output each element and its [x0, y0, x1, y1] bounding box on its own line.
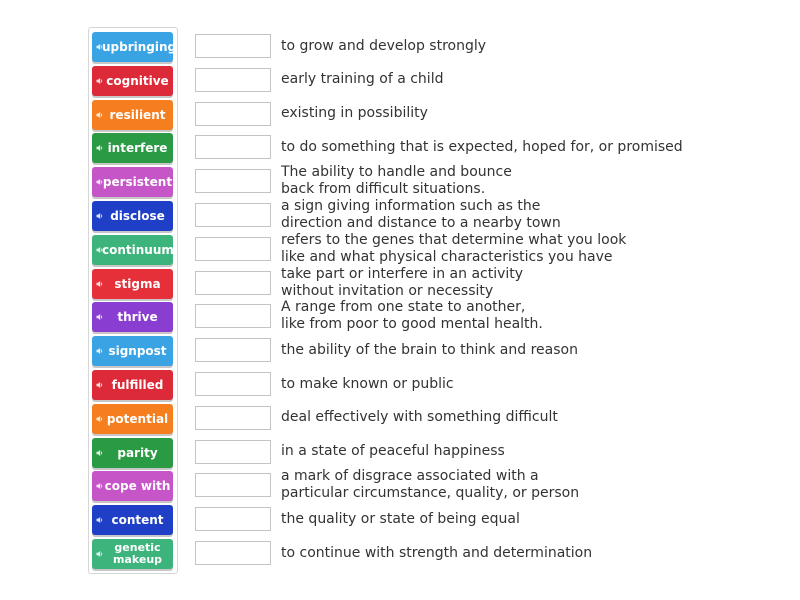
word-tile[interactable]: [92, 201, 173, 231]
answer-drop-slot[interactable]: [195, 473, 271, 497]
speaker-icon: [96, 449, 104, 457]
word-tile[interactable]: [92, 505, 173, 535]
word-tile-label: continuum: [102, 242, 174, 257]
answer-drop-slot[interactable]: [195, 203, 271, 227]
answer-drop-slot[interactable]: [195, 507, 271, 531]
definition-text: deal effectively with something difficult: [281, 409, 558, 426]
word-tile[interactable]: [92, 370, 173, 400]
speaker-icon: [96, 212, 104, 220]
answer-drop-slot[interactable]: [195, 34, 271, 58]
answer-drop-slot[interactable]: [195, 406, 271, 430]
speaker-icon: [96, 144, 104, 152]
word-tile-bank: [88, 27, 178, 574]
word-tile-label: interfere: [107, 141, 168, 156]
definition-text: take part or interfere in an activity without invitation or necessity: [281, 265, 524, 299]
word-tile[interactable]: [92, 336, 173, 366]
word-tile-label: persistent: [102, 175, 173, 190]
speaker-icon: [96, 482, 104, 490]
answer-drop-slot[interactable]: [195, 372, 271, 396]
speaker-icon: [96, 415, 104, 423]
word-tile[interactable]: [92, 167, 173, 197]
answer-drop-slot[interactable]: [195, 338, 271, 362]
word-tile[interactable]: [92, 404, 173, 434]
word-tile[interactable]: [92, 471, 173, 501]
definition-text: in a state of peaceful happiness: [281, 443, 505, 460]
word-tile-label: thrive: [117, 310, 158, 325]
definition-text: a sign giving information such as the direction and distance to a nearby town: [281, 198, 561, 231]
definition-text: to grow and develop strongly: [281, 37, 487, 54]
word-tile-label: content: [111, 513, 164, 528]
definition-text: A range from one state to another, like from poor to good mental health.: [281, 299, 543, 333]
speaker-icon: [96, 280, 104, 288]
speaker-icon: [96, 246, 104, 254]
speaker-icon: [96, 516, 104, 524]
word-tile-label: resilient: [109, 107, 166, 122]
definition-text: to continue with strength and determination: [281, 544, 593, 561]
word-tile-label: cognitive: [106, 73, 169, 88]
definition-text: a mark of disgrace associated with a particular circumstance, quality, or person: [281, 468, 580, 502]
word-tile-label: fulfilled: [111, 378, 164, 392]
word-tile-label: signpost: [108, 344, 167, 359]
word-tile-label: stigma: [114, 276, 161, 291]
answer-drop-slot[interactable]: [195, 541, 271, 565]
word-tile[interactable]: [92, 133, 173, 163]
speaker-icon: [96, 111, 104, 119]
speaker-icon: [96, 178, 104, 186]
definition-text: refers to the genes that determine what you look like and what physical characteristics you have: [281, 231, 627, 265]
definition-text: the quality or state of being equal: [281, 510, 520, 527]
definition-text: to make known or public: [281, 375, 454, 392]
word-tile-label: parity: [117, 445, 158, 460]
word-tile[interactable]: [92, 438, 173, 468]
speaker-icon: [96, 313, 104, 321]
word-tile-label: disclose: [110, 209, 165, 223]
definition-text: to do something that is expected, hoped for, or promised: [281, 138, 683, 155]
answer-drop-slot[interactable]: [195, 135, 271, 159]
word-tile-label: potential: [106, 411, 169, 426]
answer-drop-slot[interactable]: [195, 237, 271, 261]
word-tile[interactable]: [92, 235, 173, 265]
word-tile-label: upbringing: [102, 40, 177, 54]
word-tile[interactable]: [92, 302, 173, 332]
answer-drop-slot[interactable]: [195, 271, 271, 295]
answer-drop-slot[interactable]: [195, 68, 271, 92]
answer-drop-slot[interactable]: [195, 304, 271, 328]
word-tile-label: cope with: [104, 479, 171, 494]
speaker-icon: [96, 550, 104, 558]
word-tile[interactable]: [92, 100, 173, 130]
answer-drop-slot[interactable]: [195, 169, 271, 193]
word-tile[interactable]: [92, 32, 177, 62]
speaker-icon: [96, 381, 104, 389]
speaker-icon: [96, 43, 104, 51]
word-tile[interactable]: [92, 269, 173, 299]
speaker-icon: [96, 77, 104, 85]
answer-drop-slot[interactable]: [195, 102, 271, 126]
definition-text: the ability of the brain to think and reason: [281, 341, 578, 358]
definition-text: early training of a child: [281, 71, 444, 88]
answer-drop-slot[interactable]: [195, 440, 271, 464]
word-tile[interactable]: [92, 66, 173, 96]
definition-text: The ability to handle and bounce back from difficult situations.: [281, 164, 512, 198]
word-tile[interactable]: [92, 539, 173, 569]
word-tile-label: genetic makeup: [112, 541, 163, 566]
speaker-icon: [96, 347, 104, 355]
definition-text: existing in possibility: [281, 105, 428, 122]
